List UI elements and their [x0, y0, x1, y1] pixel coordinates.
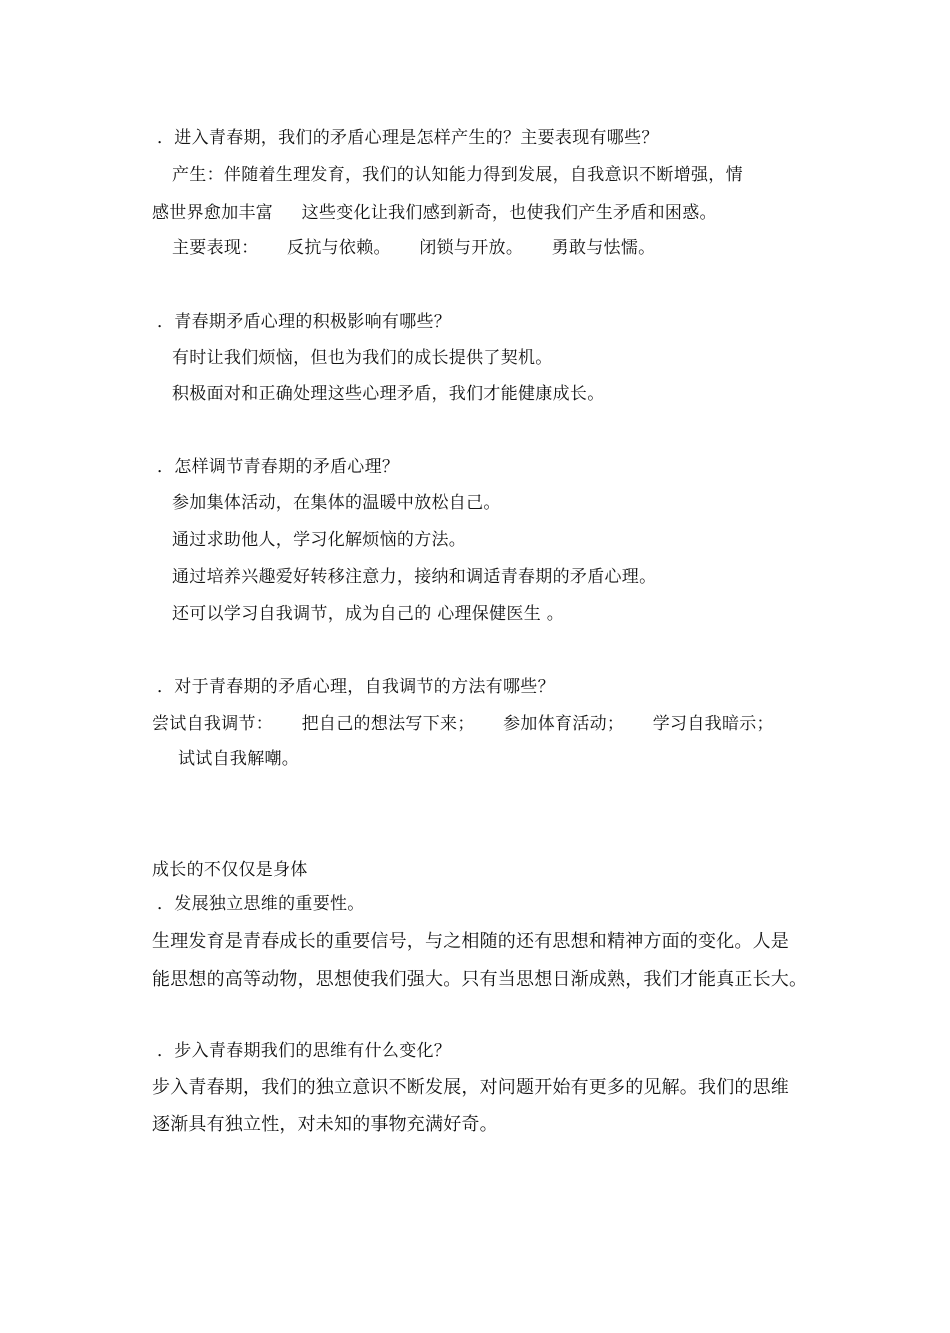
answer-2-line-1: 有时让我们烦恼，但也为我们的成长提供了契机。: [172, 348, 553, 368]
origin-line-2: 感世界愈加丰富 这些变化让我们感到新奇，也使我们产生矛盾和困惑。: [152, 203, 717, 223]
answer-3-line-3: 通过培养兴趣爱好转移注意力，接纳和调适青春期的矛盾心理。: [172, 567, 657, 587]
answer-2-line-2: 积极面对和正确处理这些心理矛盾，我们才能健康成长。: [172, 384, 605, 404]
question-6: ．步入青春期我们的思维有什么变化？: [157, 1041, 452, 1061]
answer-3-line-4: 还可以学习自我调节，成为自己的 心理保健医生 。: [172, 604, 565, 624]
question-2: ．青春期矛盾心理的积极影响有哪些？: [157, 312, 452, 332]
answer-4-line-2: 试试自我解嘲。: [178, 749, 300, 769]
answer-3-line-2: 通过求助他人，学习化解烦恼的方法。: [172, 530, 467, 550]
question-4: ．对于青春期的矛盾心理，自我调节的方法有哪些？: [157, 677, 555, 697]
answer-6-line-1: 步入青春期，我们的独立意识不断发展，对问题开始有更多的见解。我们的思维: [152, 1077, 789, 1098]
answer-3-line-1: 参加集体活动，在集体的温暖中放松自己。: [172, 493, 501, 513]
answer-5-line-1: 生理发育是青春成长的重要信号，与之相随的还有思想和精神方面的变化。人是: [152, 931, 789, 952]
manifestations-line: 主要表现： 反抗与依赖。 闭锁与开放。 勇敢与怯懦。: [172, 238, 656, 258]
question-3: ．怎样调节青春期的矛盾心理？: [157, 457, 400, 477]
answer-6-line-2: 逐渐具有独立性，对未知的事物充满好奇。: [152, 1114, 498, 1135]
section-title: 成长的不仅仅是身体: [152, 860, 308, 880]
question-5: ．发展独立思维的重要性。: [157, 894, 365, 914]
origin-line-1: 产生：伴随着生理发育，我们的认知能力得到发展，自我意识不断增强，情: [172, 165, 743, 185]
question-1: ．进入青春期，我们的矛盾心理是怎样产生的？主要表现有哪些？: [157, 128, 659, 148]
answer-5-line-2: 能思想的高等动物，思想使我们强大。只有当思想日渐成熟，我们才能真正长大。: [152, 969, 808, 990]
answer-4-line-1: 尝试自我调节： 把自己的想法写下来； 参加体育活动； 学习自我暗示；: [152, 714, 774, 734]
